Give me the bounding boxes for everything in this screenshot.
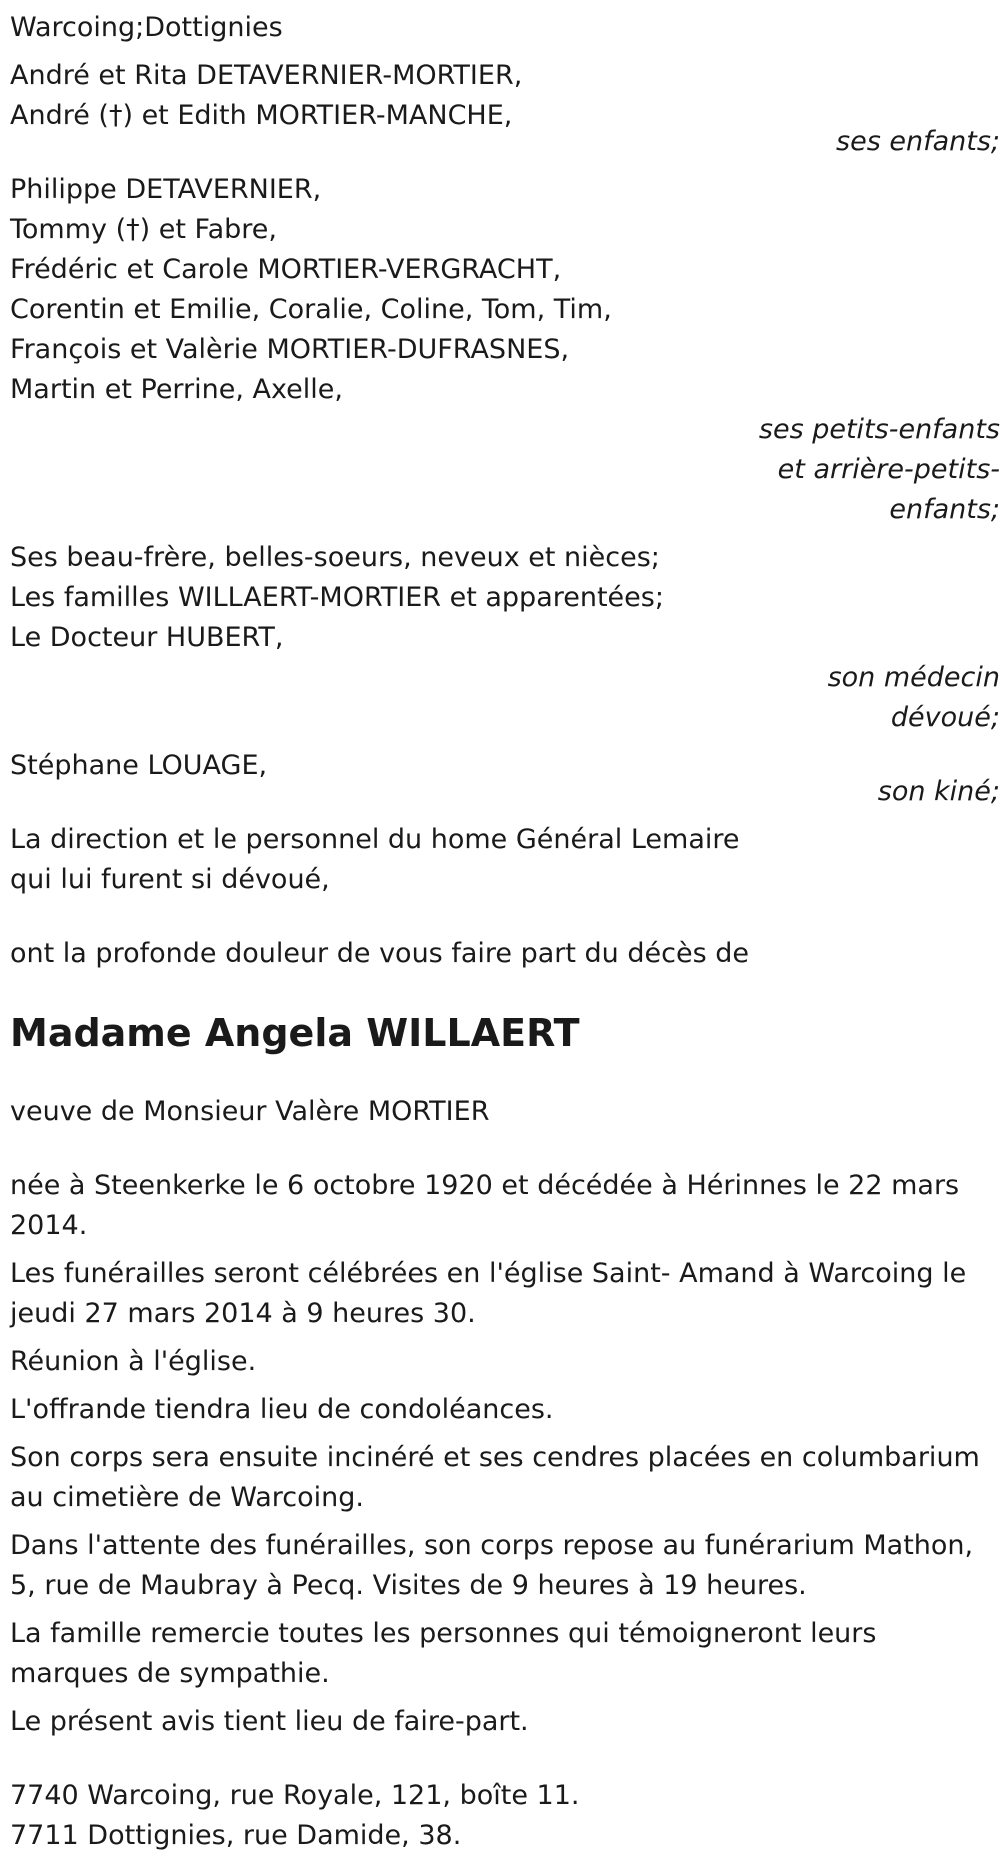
address-line: 7711 Dottignies, rue Damide, 38. [10,1820,462,1851]
location-header: Warcoing;Dottignies [10,12,283,43]
grandchildren-role-line: et arrière-petits- [777,454,1000,485]
family-line: Ses beau-frère, belles-soeurs, neveux et nièces; [10,542,660,573]
kine-role: son kiné; [877,776,1000,807]
grandchild-line: Philippe DETAVERNIER, [10,174,322,205]
funeral-details: Les funérailles seront célébrées en l'église Saint- Amand à Warcoing le jeudi 27 mars 2014 à 9 heures 30. [10,1258,967,1329]
home-line: La direction et le personnel du home Général Lemaire [10,824,740,855]
spouse-line: veuve de Monsieur Valère MORTIER [10,1096,490,1127]
children-block [10,56,1000,162]
family-block [10,538,1000,738]
grandchildren-role-line: enfants; [889,494,1000,525]
child-line: André (†) et Edith MORTIER-MANCHE, [10,100,513,131]
addresses-block [10,1776,990,1856]
grandchildren-block [10,170,1000,530]
home-line: qui lui furent si dévoué, [10,864,330,895]
offering-note: L'offrande tiendra lieu de condoléances. [10,1394,554,1425]
announcement: ont la profonde douleur de vous faire part du décès de [10,938,749,969]
address-line: 7740 Warcoing, rue Royale, 121, boîte 11. [10,1780,580,1811]
kine-block [10,746,1000,812]
visitation-note: Dans l'attente des funérailles, son corps repose au funérarium Mathon, 5, rue de Maubray à Pecq. Visites de 9 heures à 19 heures. [10,1530,974,1601]
birth-death: née à Steenkerke le 6 octobre 1920 et décédée à Hérinnes le 22 mars 2014. [10,1170,960,1241]
kine-name: Stéphane LOUAGE, [10,750,268,781]
thanks-note: La famille remercie toutes les personnes qui témoigneront leurs marques de sympathie. [10,1618,877,1689]
doctor-role-line: son médecin [827,662,1000,693]
doctor-role-line: dévoué; [890,702,1000,733]
grandchild-line: Tommy (†) et Fabre, [10,214,277,245]
child-line: André et Rita DETAVERNIER-MORTIER, [10,60,523,91]
deceased-name: Madame Angela WILLAERT [10,1011,580,1055]
grandchildren-role-line: ses petits-enfants [758,414,1000,445]
family-line: Les familles WILLAERT-MORTIER et apparentées; [10,582,664,613]
cremation-note: Son corps sera ensuite incinéré et ses cendres placées en columbarium au cimetière de Warcoing. [10,1442,980,1513]
grandchild-line: Martin et Perrine, Axelle, [10,374,343,405]
meeting-note: Réunion à l'église. [10,1346,257,1377]
grandchild-line: François et Valèrie MORTIER-DUFRASNES, [10,334,570,365]
home-block [10,820,990,900]
children-role: ses enfants; [836,126,1000,157]
grandchild-line: Frédéric et Carole MORTIER-VERGRACHT, [10,254,562,285]
grandchild-line: Corentin et Emilie, Coralie, Coline, Tom, Tim, [10,294,612,325]
notice-note: Le présent avis tient lieu de faire-part. [10,1706,529,1737]
family-line: Le Docteur HUBERT, [10,622,284,653]
